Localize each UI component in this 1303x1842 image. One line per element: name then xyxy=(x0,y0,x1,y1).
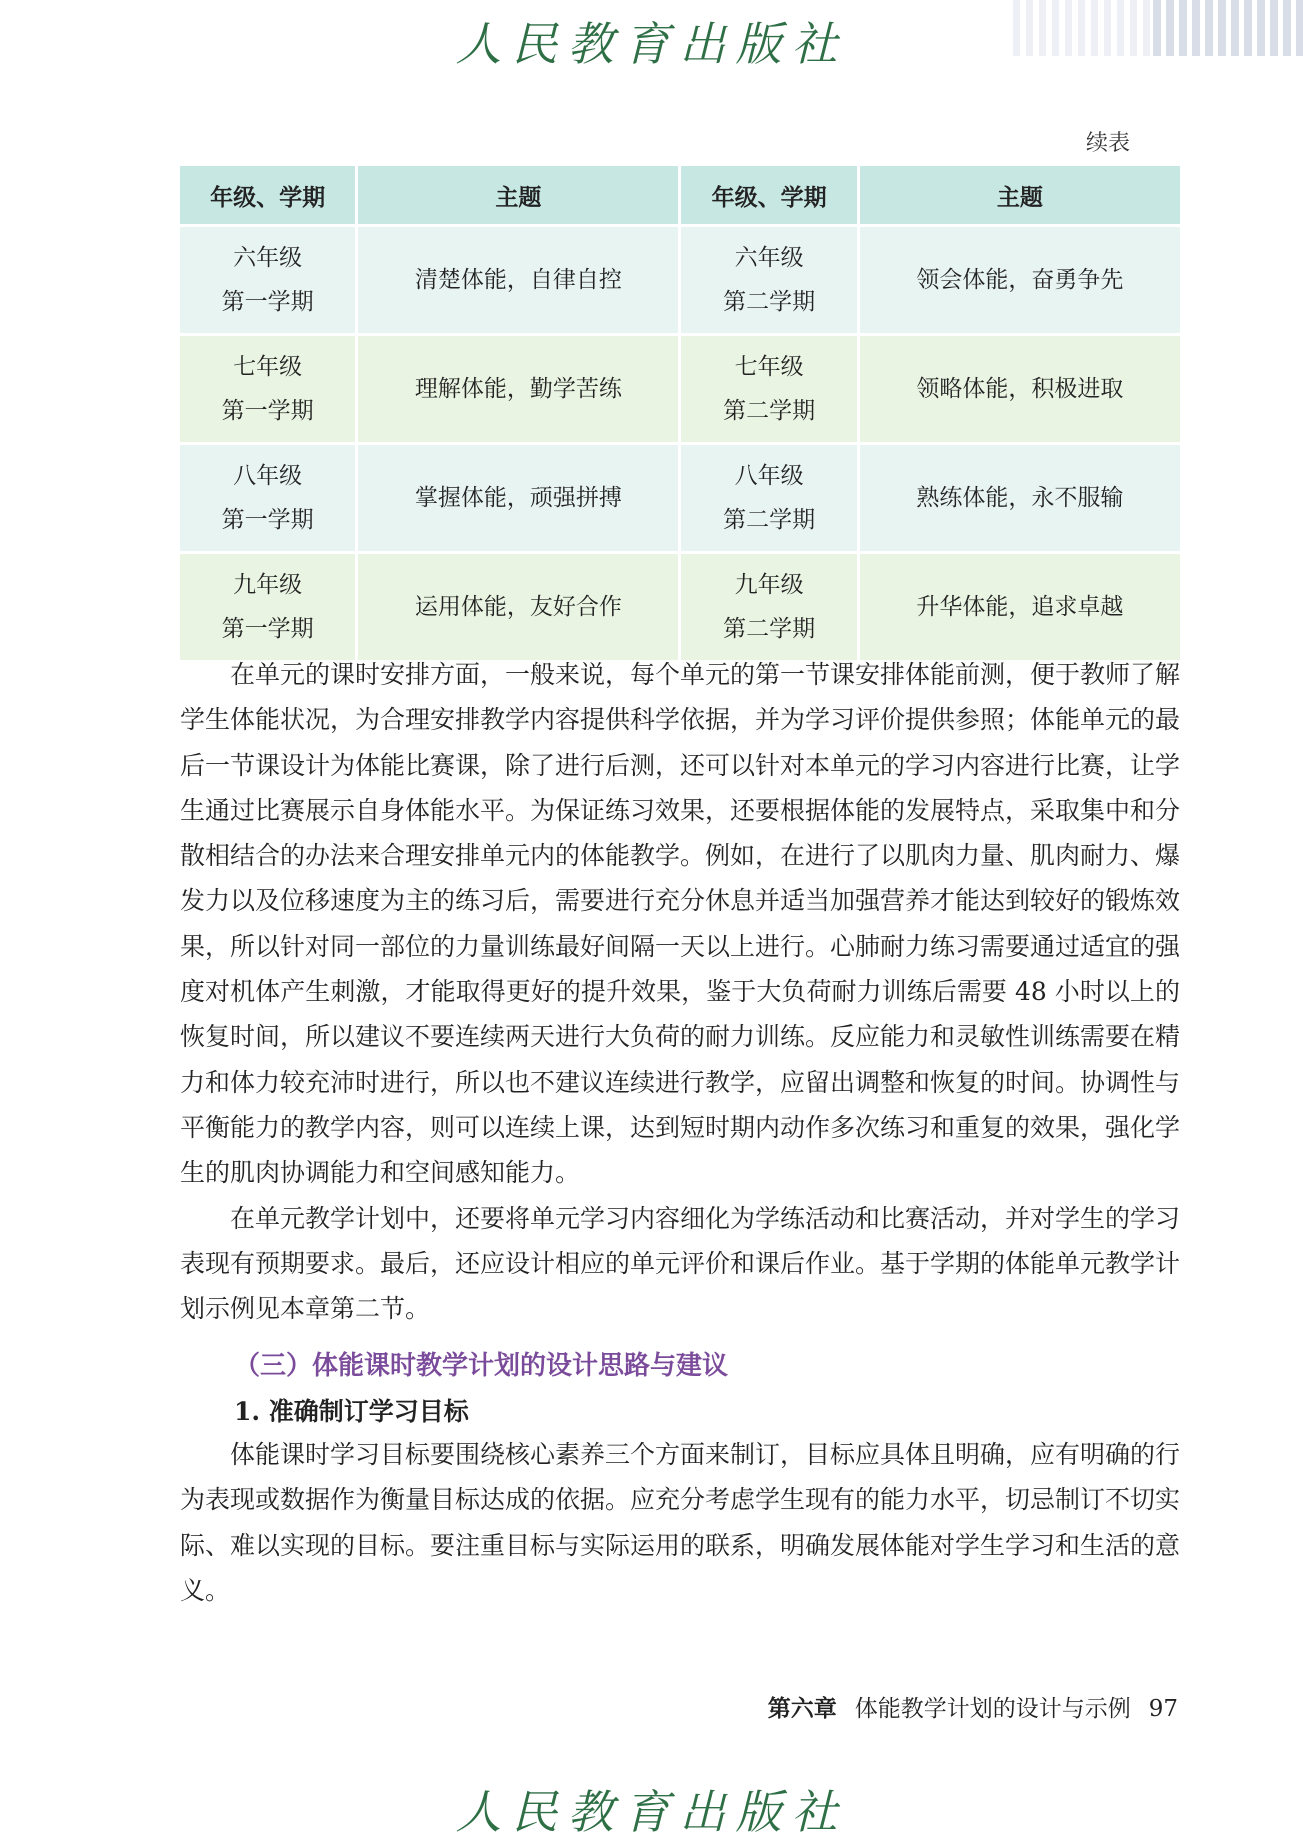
grade-term-cell xyxy=(681,333,859,442)
grade-text: 七年级 xyxy=(734,354,804,380)
term-text: 第一学期 xyxy=(221,507,314,533)
table-row xyxy=(180,442,1180,551)
theme-cell: 清楚体能，自律自控 xyxy=(358,224,681,333)
term-text: 第二学期 xyxy=(723,398,816,424)
grade-term-cell xyxy=(180,442,358,551)
table-row xyxy=(180,224,1180,333)
grade-text: 九年级 xyxy=(233,572,303,598)
decorative-stripes xyxy=(1013,0,1303,56)
table-header-row xyxy=(180,166,1180,224)
grade-text: 八年级 xyxy=(734,463,804,489)
footer-chapter-title: 体能教学计划的设计与示例 xyxy=(854,1696,1131,1722)
header-theme-2: 主题 xyxy=(860,166,1180,224)
publisher-logo-top: 人民教育出版社 xyxy=(455,17,848,71)
paragraph-lesson-arrangement: 在单元的课时安排方面，一般来说，每个单元的第一节课安排体能前测，便于教师了解学生体能状况，为合理安排教学内容提供科学依据，并为学习评价提供参照；体能单元的最后一节课设计为体能比赛课，除了进行后测，还可以针对本单元的学习内容进行比赛，让学生通过比赛展示自身体能水平。为保证练习效果，还要根据体能的发展特点，采取集中和分散相结合的办法来合理安排单元内的体能教学。例如，在进行了以肌肉力量、肌肉耐力、爆发力以及位移速度为主的练习后，需要进行充分休息并适当加强营养才能达到较好的锻炼效果，所以针对同一部位的力量训练最好间隔一天以上进行。心肺耐力练习需要通过适宜的强度对机体产生刺激，才能取得更好的提升效果，鉴于大负荷耐力训练后需要 48 小时以上的恢复时间，所以建议不要连续两天进行大负荷的耐力训练。反应能力和灵敏性训练需要在精力和体力较充沛时进行，所以也不建议连续进行教学，应留出调整和恢复的时间。协调性与平衡能力的教学内容，则可以连续上课，达到短时期内动作多次练习和重复的效果，强化学生的肌肉协调能力和空间感知能力。 xyxy=(180,660,1181,1188)
header-grade-term-1: 年级、学期 xyxy=(180,166,358,224)
table-continuation-label: 续表 xyxy=(1085,131,1130,156)
term-text: 第一学期 xyxy=(221,398,314,424)
header-theme-1: 主题 xyxy=(358,166,681,224)
body-section-unit-schedule xyxy=(180,652,1180,1331)
grade-term-cell xyxy=(180,224,358,333)
grade-theme-table xyxy=(180,166,1180,660)
grade-term-cell xyxy=(681,551,859,660)
term-text: 第二学期 xyxy=(723,289,816,315)
subsection-heading: 1. 准确制订学习目标 xyxy=(234,1397,469,1426)
page-number: 97 xyxy=(1148,1696,1178,1722)
theme-cell: 领略体能，积极进取 xyxy=(860,333,1180,442)
term-text: 第二学期 xyxy=(723,507,816,533)
grade-term-cell xyxy=(681,224,859,333)
section-heading: （三）体能课时教学计划的设计思路与建议 xyxy=(234,1351,729,1381)
grade-term-cell xyxy=(180,333,358,442)
grade-text: 六年级 xyxy=(734,245,804,271)
paragraph-unit-plan: 在单元教学计划中，还要将单元学习内容细化为学练活动和比赛活动，并对学生的学习表现有预期要求。最后，还应设计相应的单元评价和课后作业。基于学期的体能单元教学计划示例见本章第二节。 xyxy=(180,1203,1181,1324)
term-text: 第一学期 xyxy=(221,616,314,642)
table-row xyxy=(180,551,1180,660)
theme-cell: 掌握体能，顽强拼搏 xyxy=(358,442,681,551)
grade-term-cell xyxy=(681,442,859,551)
theme-cell: 熟练体能，永不服输 xyxy=(860,442,1180,551)
theme-cell: 运用体能，友好合作 xyxy=(358,551,681,660)
theme-cell: 理解体能，勤学苦练 xyxy=(358,333,681,442)
grade-term-cell xyxy=(180,551,358,660)
grade-text: 七年级 xyxy=(233,354,303,380)
table-row xyxy=(180,333,1180,442)
grade-text: 六年级 xyxy=(233,245,303,271)
term-text: 第二学期 xyxy=(723,616,816,642)
footer-chapter: 第六章 xyxy=(767,1695,837,1722)
grade-text: 八年级 xyxy=(233,463,303,489)
grade-text: 九年级 xyxy=(734,572,804,598)
body-section-learning-goals xyxy=(180,1432,1180,1613)
term-text: 第一学期 xyxy=(221,289,314,315)
theme-cell: 升华体能，追求卓越 xyxy=(860,551,1180,660)
page-footer xyxy=(768,1690,1178,1723)
header-grade-term-2: 年级、学期 xyxy=(681,166,859,224)
paragraph-learning-goals: 体能课时学习目标要围绕核心素养三个方面来制订，目标应具体且明确，应有明确的行为表现或数据作为衡量目标达成的依据。应充分考虑学生现有的能力水平，切忌制订不切实际、难以实现的目标。要注重目标与实际运用的联系，明确发展体能对学生学习和生活的意义。 xyxy=(180,1440,1181,1605)
theme-cell: 领会体能，奋勇争先 xyxy=(860,224,1180,333)
publisher-logo-bottom: 人民教育出版社 xyxy=(455,1785,848,1839)
